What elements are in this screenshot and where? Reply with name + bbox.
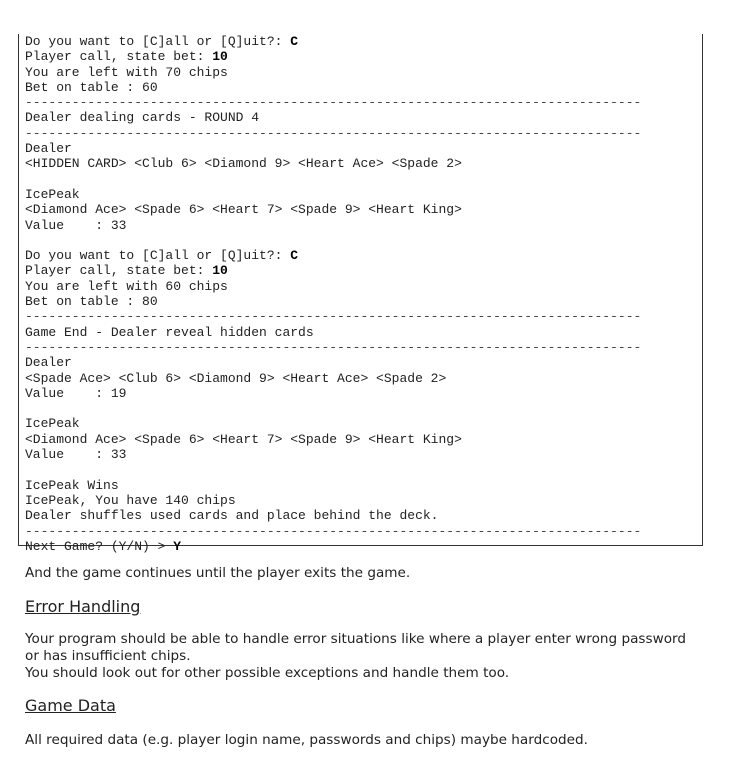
console-line-text: You are left with 70 chips xyxy=(25,64,228,80)
console-blank-line xyxy=(25,172,702,187)
console-line xyxy=(25,80,702,95)
console-line xyxy=(25,478,702,493)
console-line-text: Value : 33 xyxy=(25,447,127,463)
console-line-text: Bet on table : 80 xyxy=(25,294,158,310)
console-line xyxy=(25,371,702,386)
console-line-text: Dealer xyxy=(25,355,72,371)
console-line xyxy=(25,263,702,278)
console-line-text: IcePeak xyxy=(25,186,80,202)
console-line xyxy=(25,432,702,447)
error-handling-line-2: or has insufficient chips. xyxy=(25,648,191,664)
console-line xyxy=(25,187,702,202)
console-line-text: Player call, state bet: xyxy=(25,49,213,65)
console-line-text: <Spade Ace> <Club 6> <Diamond 9> <Heart Ace> <Spade 2> xyxy=(25,370,447,386)
console-line xyxy=(25,156,702,171)
console-output xyxy=(18,34,703,554)
error-handling-line-3: You should look out for other possible exceptions and handle them too. xyxy=(25,665,510,681)
console-user-input: 10 xyxy=(212,263,228,279)
console-line-text: Dealer shuffles used cards and place behind the deck. xyxy=(25,508,439,524)
console-line-text: IcePeak Wins xyxy=(25,477,119,493)
console-line xyxy=(25,447,702,462)
console-line-text: Player call, state bet: xyxy=(25,263,213,279)
console-line xyxy=(25,416,702,431)
console-line xyxy=(25,355,702,370)
console-line-text: Value : 33 xyxy=(25,217,127,233)
console-divider: ------------------------------------------------------------------------------- xyxy=(25,125,642,141)
console-line xyxy=(25,493,702,508)
game-data-body: All required data (e.g. player login name, passwords and chips) maybe hardcoded. xyxy=(25,732,588,748)
console-divider: ------------------------------------------------------------------------------- xyxy=(25,339,642,355)
console-divider: ------------------------------------------------------------------------------- xyxy=(25,95,642,111)
console-line xyxy=(25,294,702,309)
console-line xyxy=(25,248,702,263)
console-divider: ------------------------------------------------------------------------------- xyxy=(25,309,642,325)
console-line-text: Do you want to [C]all or [Q]uit?: xyxy=(25,34,291,49)
console-line xyxy=(25,218,702,233)
game-data-heading: Game Data xyxy=(25,696,116,715)
console-divider: ------------------------------------------------------------------------------- xyxy=(25,523,642,539)
console-user-input: 10 xyxy=(212,49,228,65)
console-line-text: Value : 19 xyxy=(25,385,127,401)
console-line-text: IcePeak xyxy=(25,416,80,432)
console-line-text: IcePeak, You have 140 chips xyxy=(25,492,236,508)
console-line xyxy=(25,539,702,554)
console-user-input: C xyxy=(290,34,299,49)
console-blank-line xyxy=(25,462,702,477)
console-line-text: <Diamond Ace> <Spade 6> <Heart 7> <Spade 9> <Heart King> xyxy=(25,202,462,218)
console-line xyxy=(25,279,702,294)
error-handling-line-1: Your program should be able to handle error situations like where a player enter wrong password xyxy=(25,631,687,647)
error-handling-heading: Error Handling xyxy=(25,597,141,616)
continue-text: And the game continues until the player exits the game. xyxy=(25,565,411,581)
console-line xyxy=(25,110,702,125)
console-line xyxy=(25,34,702,49)
console-line xyxy=(25,508,702,523)
console-line xyxy=(25,325,702,340)
console-line-text: Dealer dealing cards - ROUND 4 xyxy=(25,110,260,126)
console-line-text: <HIDDEN CARD> <Club 6> <Diamond 9> <Heart Ace> <Spade 2> xyxy=(25,156,462,172)
console-line xyxy=(25,49,702,64)
console-line-text: Do you want to [C]all or [Q]uit?: xyxy=(25,248,291,264)
console-line xyxy=(25,141,702,156)
console-blank-line xyxy=(25,401,702,416)
console-user-input: Y xyxy=(173,538,182,554)
console-line-text: You are left with 60 chips xyxy=(25,278,228,294)
console-line xyxy=(25,202,702,217)
console-line xyxy=(25,65,702,80)
console-line-text: Game End - Dealer reveal hidden cards xyxy=(25,324,314,340)
console-user-input: C xyxy=(290,248,299,264)
console-line-text: Bet on table : 60 xyxy=(25,79,158,95)
console-line-text: Dealer xyxy=(25,141,72,157)
console-line-text: Next Game? (Y/N) > xyxy=(25,538,174,554)
console-line xyxy=(25,386,702,401)
console-line-text: <Diamond Ace> <Spade 6> <Heart 7> <Spade 9> <Heart King> xyxy=(25,431,462,447)
console-blank-line xyxy=(25,233,702,248)
